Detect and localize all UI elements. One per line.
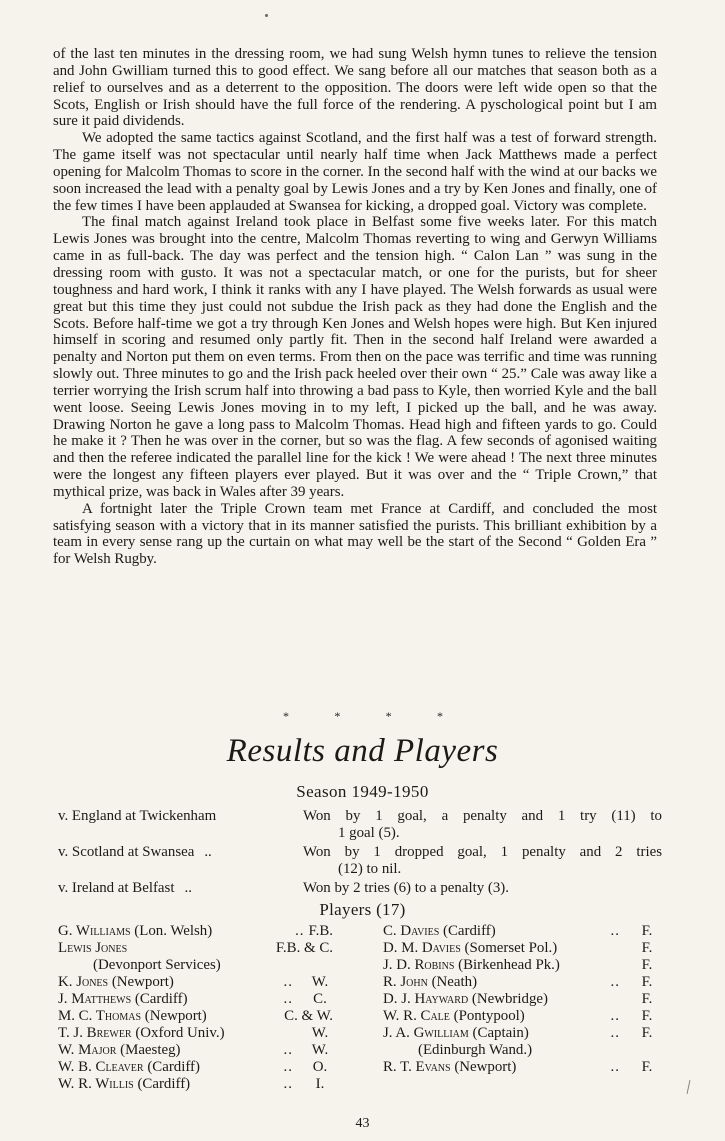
body-paragraph: We adopted the same tactics against Scotland, and the first half was a test of forward strength. The game itself was not spectacular until nearly half time when Jack Matthews made a perfect opening for Malcolm Thomas to score in the corner. In the second half with the wind at our backs we soon increased the lead with a penalty goal by Lewis Jones and a try by Ken Jones and finally, one of the few times I have been applauded at Swansea for kicking, a dropped goal. Victory was complete. <box>53 130 657 214</box>
player-row <box>383 923 660 940</box>
player-position: F. <box>641 1059 653 1075</box>
player-name: W. R. Cale <box>383 1008 450 1024</box>
result-row <box>58 880 662 897</box>
section-title: Results and Players <box>226 733 499 769</box>
player-leader-dots: .. <box>610 1025 620 1041</box>
player-row <box>58 1076 333 1093</box>
player-position: F. <box>641 974 653 990</box>
player-position: F. <box>641 1008 653 1024</box>
player-name: D. J. Hayward <box>383 991 469 1007</box>
result-score: Won by 2 tries (6) to a penalty (3). <box>303 880 509 896</box>
result-row <box>58 808 662 842</box>
player-row <box>58 991 333 1008</box>
player-leader-dots: .. <box>283 1059 293 1075</box>
player-name: C. Davies <box>383 923 440 939</box>
player-position: O. <box>312 1059 328 1075</box>
player-name: G. Williams <box>58 923 131 939</box>
player-club: (Pontypool) <box>453 1008 525 1024</box>
player-position: F.B. & C. <box>275 940 333 956</box>
player-leader-dots: .. <box>610 1008 620 1024</box>
player-name: J. Matthews <box>58 991 132 1007</box>
body-paragraph: A fortnight later the Triple Crown team met France at Cardiff, and concluded the most satisfying season with a victory that in its manner satisfied the purists. This brilliant exhibition by a team in every sense rang up the curtain on what may well be the start of the Second “ Golden Era ” for Welsh Rugby. <box>53 500 657 568</box>
players-column-left <box>58 923 333 1093</box>
result-leader-dots: .. <box>204 844 212 860</box>
player-club: (Newbridge) <box>471 991 548 1007</box>
player-row <box>58 1025 333 1042</box>
player-position: F. <box>641 1025 653 1041</box>
result-row <box>58 844 662 878</box>
player-name: W. R. Willis <box>58 1076 134 1092</box>
player-leader-dots: .. <box>283 974 293 990</box>
player-club: (Devonport Services) <box>93 957 221 973</box>
player-leader-dots: .. <box>610 1059 620 1075</box>
player-position: W. <box>311 1042 329 1058</box>
divider-star: * <box>385 709 392 723</box>
player-leader-dots: .. <box>283 991 293 1007</box>
players-column-right <box>383 923 660 1076</box>
player-club: (Cardiff) <box>443 923 496 939</box>
player-club: (Maesteg) <box>120 1042 181 1058</box>
player-name: M. C. Thomas <box>58 1008 142 1024</box>
player-name: W. Major <box>58 1042 117 1058</box>
player-position: F. <box>641 923 653 939</box>
player-position: I. <box>315 1076 325 1092</box>
player-row <box>383 957 660 974</box>
player-club: (Cardiff) <box>137 1076 191 1092</box>
player-club: (Edinburgh Wand.) <box>418 1042 533 1058</box>
player-name: J. D. Robins <box>383 957 455 973</box>
result-score-continued: (12) to nil. <box>338 861 402 877</box>
result-score: Won by 1 goal, a penalty and 1 try (11) to <box>303 808 662 824</box>
player-leader-dots: .. <box>295 923 305 939</box>
player-row <box>58 1059 333 1076</box>
player-club: (Newport) <box>111 974 174 990</box>
results-list <box>58 808 662 899</box>
player-position: F. <box>641 940 653 956</box>
page-edge-mark <box>687 1080 691 1094</box>
divider-star: * <box>334 709 341 723</box>
article-body <box>53 46 657 568</box>
result-score: Won by 1 dropped goal, 1 penalty and 2 tries <box>303 844 662 860</box>
player-row <box>58 940 333 957</box>
player-club: (Birkenhead Pk.) <box>458 957 560 973</box>
season-heading: Season 1949-1950 <box>296 782 429 801</box>
player-club: (Neath) <box>431 974 478 990</box>
player-position: F. <box>641 957 653 973</box>
player-club: (Cardiff) <box>134 991 188 1007</box>
player-row <box>58 1008 333 1025</box>
player-leader-dots: .. <box>283 1076 293 1092</box>
player-position: F.B. <box>308 923 333 939</box>
player-name: T. J. Brewer <box>58 1025 132 1041</box>
player-club: (Oxford Univ.) <box>135 1025 225 1041</box>
player-club: (Lon. Welsh) <box>134 923 213 939</box>
player-name: R. John <box>383 974 428 990</box>
player-position: F. <box>641 991 653 1007</box>
player-leader-dots: .. <box>610 923 620 939</box>
result-venue: v. Scotland at Swansea <box>58 844 195 860</box>
player-row <box>383 1059 660 1076</box>
players-heading: Players (17) <box>319 900 406 919</box>
player-name: J. A. Gwilliam <box>383 1025 469 1041</box>
body-paragraph: of the last ten minutes in the dressing room, we had sung Welsh hymn tunes to relieve the tension and John Gwilliam turned this to good effect. We sang before all our matches that season both as a relief to ourselves and as a deterrent to the opposition. The doors were left wide open so that the Scots, English or Irish should have the full force of the rendering. A pyschological point but I am sure it paid dividends. <box>53 46 657 130</box>
player-position: W. <box>311 974 329 990</box>
player-club: (Newport) <box>454 1059 517 1075</box>
result-venue: v. Ireland at Belfast <box>58 880 175 896</box>
player-name: W. B. Cleaver <box>58 1059 144 1075</box>
result-venue: v. England at Twickenham <box>58 808 217 824</box>
player-leader-dots: .. <box>610 974 620 990</box>
player-position: W. <box>311 1025 329 1041</box>
player-name: R. T. Evans <box>383 1059 451 1075</box>
page-number: 43 <box>355 1116 370 1131</box>
divider-star: * <box>436 709 443 723</box>
player-club: (Somerset Pol.) <box>464 940 558 956</box>
body-paragraph: The final match against Ireland took place in Belfast some five weeks later. For this match Lewis Jones was brought into the centre, Malcolm Thomas reverting to wing and Gerwyn Williams came in as full-back. The day was perfect and the tension high. “ Calon Lan ” was sung in the dressing room with gusto. It was not a spectacular match, or one for the purists, but for sheer toughness and hard work, I think it ranks with any I have played. The Welsh forwards as usual were great but this time they just could not subdue the Irish pack as they had done the English and the Scots. Before half-time we got a try through Ken Jones and Welsh hopes were high. But Ken injured himself in scoring and resumed only partly fit. Then in the second half Ireland were awarded a penalty and Norton put them on even terms. From then on the pace was terrific and time was running slowly out. Three minutes to go and the Irish pack heeled over their own “ 25.” Cale was away like a terrier worrying the Irish scrum half into throwing a bad pass to Kyle, then worried Kyle and the ball went loose. Seeing Lewis Jones moving in to my left, I picked up the ball, and he was away. Drawing Norton he gave a long pass to Malcolm Thomas. Head high and fifteen yards to go. Could he make it ? Then he was over in the corner, but so was the flag. A few seconds of agonised waiting and then the referee indicated the parallel line for the kick ! We were ahead ! The next three minutes were the longest any fifteen players ever played. But it was over and the “ Triple Crown,” that mythical prize, was back in Wales after 39 years. <box>53 214 657 500</box>
player-position: C. <box>313 991 327 1007</box>
player-row <box>58 1042 333 1059</box>
player-row <box>383 1025 660 1042</box>
player-row <box>383 974 660 991</box>
section-divider <box>283 709 443 724</box>
player-name: D. M. Davies <box>383 940 461 956</box>
player-club: (Captain) <box>472 1025 529 1041</box>
player-row <box>383 940 660 957</box>
player-position: C. & W. <box>284 1008 333 1024</box>
player-leader-dots: .. <box>283 1042 293 1058</box>
player-row <box>383 991 660 1008</box>
player-name: K. Jones <box>58 974 109 990</box>
divider-star: * <box>283 709 289 723</box>
player-row <box>383 1042 660 1059</box>
result-score-continued: 1 goal (5). <box>338 825 400 841</box>
player-name: Lewis Jones <box>58 940 128 956</box>
player-row <box>58 974 333 991</box>
player-row <box>58 923 333 940</box>
player-row <box>383 1008 660 1025</box>
result-leader-dots: .. <box>184 880 192 896</box>
page-speck <box>265 14 268 17</box>
player-club: (Newport) <box>144 1008 207 1024</box>
player-club: (Cardiff) <box>147 1059 200 1075</box>
player-row <box>58 957 333 974</box>
